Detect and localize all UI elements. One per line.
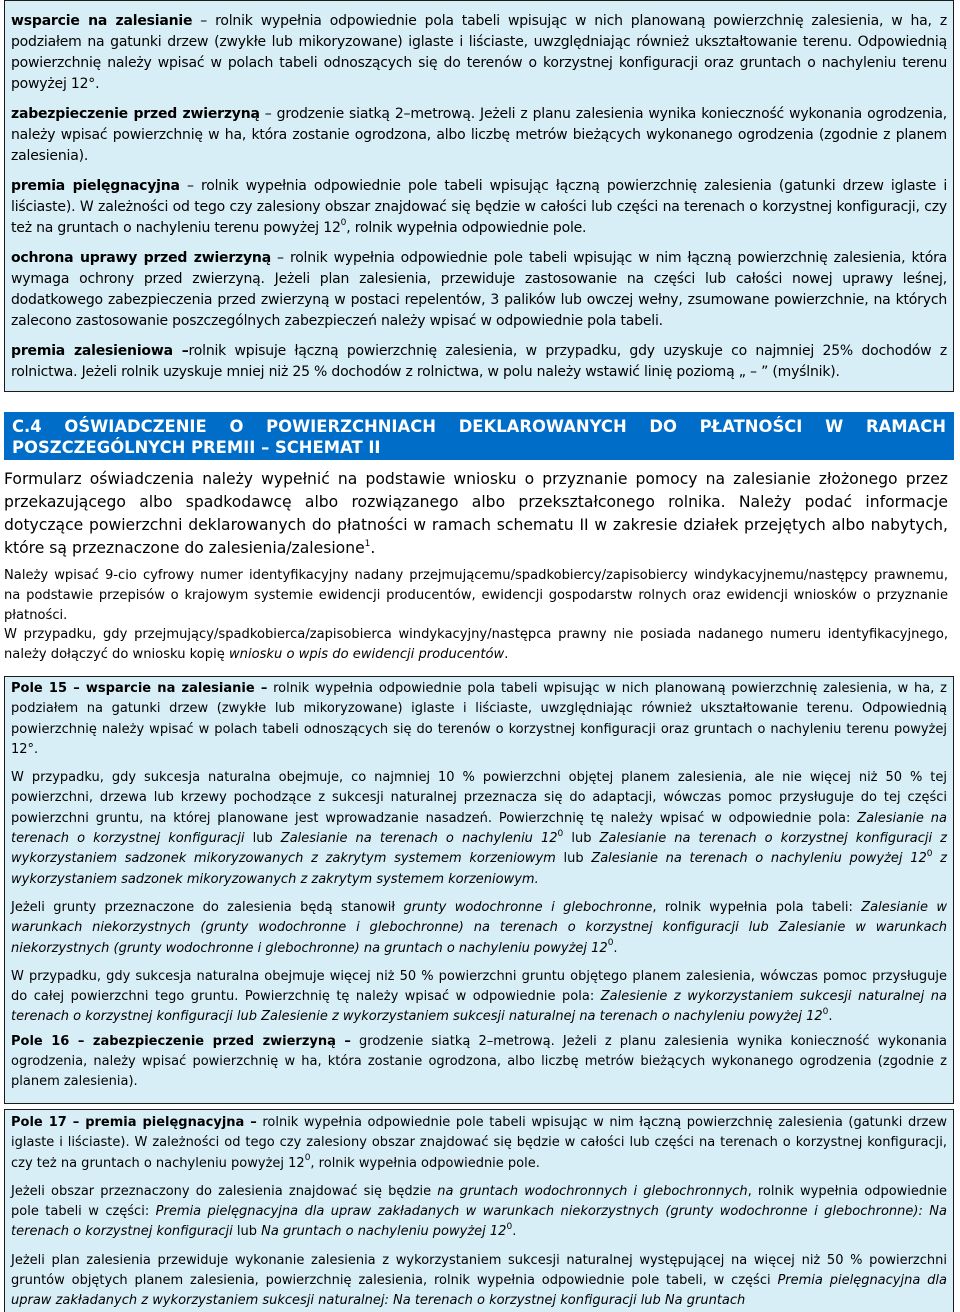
term-pole-16: Pole 16 – zabezpieczenie przed zwierzyną – bbox=[11, 1033, 351, 1049]
superscript: 0 bbox=[304, 1153, 311, 1164]
footnote-ref: 1 bbox=[364, 538, 371, 549]
paragraph-text: . bbox=[613, 940, 618, 956]
field-name: Zalesianie w warunkach niekorzystnych (grunty wodochronne i glebochronne) na terenach o korzystnej konfiguracji lub Zalesianie w warunkach niekorzystnych (grunty wodochronne i glebochronne) na gruntach o nachyleniu powyżej 12 bbox=[11, 899, 947, 956]
term-wsparcie: wsparcie na zalesianie bbox=[11, 13, 193, 29]
field-name: Zalesienie z wykorzystaniem sukcesji naturalnej na terenach o korzystnej konfiguracji lub Zalesienie z wykorzystaniem sukcesji naturalnej na terenach o nachyleniu powyżej 12 bbox=[11, 989, 947, 1025]
paragraph-text: , rolnik wypełnia odpowiednie pole tabeli w części: bbox=[11, 1183, 948, 1220]
paragraph-text: – rolnik wypełnia odpowiednie pole tabeli wpisując łączną powierzchnię zalesienia (gatunki drzew iglaste i liściaste). W zależności od tego czy zalesiony obszar znajdować się będzie w całości lub części na terenach o korzystnej konfiguracji, czy też na gruntach o nachyleniu terenu powyżej 12 bbox=[11, 178, 948, 236]
paragraph-zabezpieczenie bbox=[11, 104, 947, 167]
paragraph-grunty-wodochronne-17 bbox=[11, 1182, 947, 1243]
paragraph-ochrona-uprawy bbox=[11, 248, 947, 332]
field-name: Na gruntach o nachyleniu powyżej 12 bbox=[261, 1224, 507, 1240]
note-text: W przypadku, gdy przejmujący/spadkobierca/zapisobierca windykacyjny/następca prawny nie posiada nadanego numeru identyfikacyjnego, należy dołączyć do wniosku kopię bbox=[4, 627, 948, 662]
paragraph-text: – grodzenie siatką 2–metrową. Jeżeli z planu zalesienia wynika konieczność wykonania ogrodzenia, należy wpisać powierzchnię w ha, która zostanie ogrodzona, albo liczbę metrów bieżących wykonanego ogrodzenia (zgodnie z planem zalesienia). bbox=[11, 106, 947, 164]
paragraph-text: . bbox=[512, 1224, 517, 1240]
paragraph-text: lub bbox=[244, 831, 281, 847]
paragraph-text: Jeżeli obszar przeznaczony do zalesienia znajdować się będzie bbox=[11, 1183, 438, 1199]
field-name: Zalesianie na terenach o korzystnej konfiguracji bbox=[11, 810, 947, 847]
field-name: grunty wodochronne i glebochronne bbox=[403, 899, 653, 915]
superscript: 0 bbox=[926, 849, 933, 860]
superscript: 0 bbox=[340, 218, 347, 229]
paragraph-premia-pielegnacyjna bbox=[11, 176, 947, 239]
paragraph-premia-zalesieniowa bbox=[11, 341, 947, 383]
field-name: Zalesianie na terenach o nachyleniu 12 bbox=[280, 831, 558, 847]
instructions-box-pole-17 bbox=[4, 1109, 954, 1312]
paragraph-text: W przypadku, gdy sukcesja naturalna obejmuje więcej niż 50 % powierzchni gruntu objętego planem zalesienia, wówczas pomoc przysługuje do całej powierzchni tego gruntu. Powierzchnię tę należy wpisać w odpowiednie pola: bbox=[11, 968, 947, 1005]
field-name: Zalesianie na terenach o nachyleniu powyżej 12 bbox=[591, 851, 927, 867]
instructions-box-schema-1 bbox=[4, 0, 954, 392]
paragraph-text: grodzenie siatką 2–metrową. Jeżeli z planu zalesienia wynika konieczność wykonania ogrodzenia, należy wpisać powierzchnię w ha, która zostanie ogrodzona, albo liczbę metrów bieżących wykonanego ogrodzenia (zgodnie z planem zalesienia). bbox=[11, 1033, 947, 1090]
note-no-id bbox=[4, 625, 948, 665]
term-premia-pielegnacyjna: premia pielęgnacyjna bbox=[11, 178, 180, 194]
paragraph-text: – rolnik wypełnia odpowiednie pole tabeli wpisując w nim łączną powierzchnię zalesienia, która wymaga ochrony przed zwierzyną. Jeżeli plan zalesienia, przewiduje zastosowanie na części lub całości nowej uprawy leśnej, dodatkowego zabezpieczenia przed zwierzyną w postaci repelentów, 3 palików lub owczej wełny, zsumowane powierzchnie, na których zalecono zastosowanie poszczególnych zabezpieczeń należy wpisać w odpowiednie pola tabeli. bbox=[11, 250, 948, 329]
paragraph-text: lub bbox=[232, 1224, 262, 1240]
paragraph-text: lub bbox=[555, 851, 592, 867]
term-pole-15: Pole 15 – wsparcie na zalesianie – bbox=[11, 681, 268, 696]
paragraph-text: , rolnik wypełnia pola tabeli: bbox=[652, 899, 862, 915]
paragraph-text: . bbox=[828, 1009, 833, 1025]
note-id-number bbox=[4, 566, 948, 625]
intro-text-end: . bbox=[370, 539, 376, 557]
paragraph-wsparcie bbox=[11, 11, 947, 95]
paragraph-text: rolnik wypełnia odpowiednie pole tabeli wpisując w nim łączną powierzchnię zalesienia (gatunki drzew iglaste i liściaste). W zależności od tego czy zalesiony obszar znajdować się będzie w całości lub części na terenach o korzystnej konfiguracji, czy też na gruntach o nachyleniu powyżej 12 bbox=[11, 1115, 947, 1171]
paragraph-pole-16 bbox=[11, 1032, 947, 1093]
paragraph-sukcesja-10-50 bbox=[11, 768, 947, 890]
paragraph-pole-15 bbox=[11, 679, 947, 760]
paragraph-sukcesja-ponad-50 bbox=[11, 967, 947, 1028]
paragraph-text: rolnik wpisuje łączną powierzchnię zalesienia, w przypadku, gdy uzyskuje co najmniej 25% dochodów z rolnictwa. Jeżeli rolnik uzyskuje mniej niż 25 % dochodów z rolnictwa, w polu należy wstawić linię poziomą „ – ” (myślnik). bbox=[11, 343, 947, 380]
superscript: 0 bbox=[557, 828, 564, 839]
term-zabezpieczenie: zabezpieczenie przed zwierzyną bbox=[11, 106, 260, 122]
term-ochrona-uprawy: ochrona uprawy przed zwierzyną bbox=[11, 250, 271, 266]
section-heading-c4 bbox=[4, 412, 954, 460]
section-heading-line-2: POSZCZEGÓLNYCH PREMII – SCHEMAT II bbox=[12, 438, 381, 457]
instructions-box-pole-15-16 bbox=[4, 676, 954, 1104]
note-text: Należy wpisać 9-cio cyfrowy numer identyfikacyjny nadany przejmującemu/spadkobiercy/zapisobiercy windykacyjnemu/następcy prawnemu, na podstawie przepisów o krajowym systemie ewidencji producentów, ewidencji gospodarstw rolnych oraz ewidencji wniosków o przyznanie płatności. bbox=[4, 568, 948, 623]
note-italic: wniosku o wpis do ewidencji producentów bbox=[228, 646, 505, 662]
field-name: Premia pielęgnacyjna dla upraw zakładanych w warunkach niekorzystnych (grunty wodochronne i glebochronne): Na terenach o korzystnej konfiguracji bbox=[11, 1204, 947, 1240]
term-premia-zalesieniowa: premia zalesieniowa – bbox=[11, 343, 189, 359]
paragraph-pole-17 bbox=[11, 1113, 947, 1174]
paragraph-text: W przypadku, gdy sukcesja naturalna obejmuje, co najmniej 10 % powierzchni objętej planem zalesienia, ale nie więcej niż 50 % tej powierzchni, drzewa lub krzewy pochodzące z sukcesji naturalnej przeznacza się do adaptacji, wówczas pomoc przysługuje do tej części powierzchni gruntu, na której planowane jest wprowadzanie nasadzeń. Powierzchnię tę należy wpisać w odpowiednie pola: bbox=[11, 770, 947, 826]
paragraph-text: lub bbox=[563, 831, 600, 847]
paragraph-text: rolnik wypełnia odpowiednie pola tabeli wpisując w nich planowaną powierzchnię zalesienia, w ha, z podziałem na gatunki drzew (zwykłe lub mikoryzowane) iglaste i liściaste, uwzględniając również ukształtowanie terenu. Odpowiednią powierzchnię należy wpisać w polach tabeli odnoszących się do terenów o korzystnej konfiguracji oraz gruntach o nachyleniu terenu powyżej 12°. bbox=[11, 681, 947, 757]
field-name: na gruntach wodochronnych i glebochronnych bbox=[437, 1183, 748, 1199]
paragraph-sukcesja-17 bbox=[11, 1251, 947, 1312]
term-pole-17: Pole 17 – premia pielęgnacyjna – bbox=[11, 1115, 257, 1130]
paragraph-text: – rolnik wypełnia odpowiednie pola tabeli wpisując w nich planowaną powierzchnię zalesienia, w ha, z podziałem na gatunki drzew (zwykłe lub mikoryzowane) iglaste i liściaste, uwzględniając również ukształtowanie terenu. Odpowiednią powierzchnię należy wpisać w polach tabeli odnoszących się do terenów o korzystnej konfiguracji oraz gruntach o nachyleniu terenu powyżej 12°. bbox=[11, 13, 947, 92]
field-name: z wykorzystaniem sadzonek mikoryzowanych z zakrytym systemem korzeniowym. bbox=[11, 851, 947, 887]
paragraph-text: , rolnik wypełnia odpowiednie pole. bbox=[310, 1155, 540, 1171]
section-intro bbox=[4, 468, 948, 560]
note-text-end: . bbox=[504, 646, 509, 662]
section-heading-line-1: C.4 OŚWIADCZENIE O POWIERZCHNIACH DEKLAROWANYCH DO PŁATNOŚCI W RAMACH bbox=[12, 417, 946, 436]
paragraph-text: Jeżeli grunty przeznaczone do zalesienia będą stanowił bbox=[11, 899, 404, 915]
paragraph-text: Jeżeli plan zalesienia przewiduje wykonanie zalesienia z wykorzystaniem sukcesji naturalnej występującej na więcej niż 50 % powierzchni gruntów objętych planem zalesienia, powierzchnię zalesienia, rolnik wypełnia odpowiednie pole tabeli, w części bbox=[11, 1252, 947, 1289]
paragraph-grunty-wodochronne bbox=[11, 898, 947, 959]
superscript: 0 bbox=[506, 1222, 513, 1233]
paragraph-text: , rolnik wypełnia odpowiednie pole. bbox=[346, 220, 587, 236]
intro-text: Formularz oświadczenia należy wypełnić na podstawie wniosku o przyznanie pomocy na zalesianie złożonego przez przekazującego albo spadkodawcę albo rozwiązanego albo przekształconego rolnika. Należy podać informacje dotyczące powierzchni deklarowanych do płatności w ramach schematu II w zakresie działek przejętych albo nabytych, które są przeznaczone do zalesienia/zalesione bbox=[4, 470, 948, 557]
superscript: 0 bbox=[822, 1007, 829, 1018]
superscript: 0 bbox=[607, 938, 614, 949]
field-name: Premia pielęgnacyjna dla upraw zakładanych z wykorzystaniem sukcesji naturalnej: Na terenach o korzystnej konfiguracji lub Na gruntach bbox=[11, 1273, 947, 1309]
field-name: Zalesianie na terenach o korzystnej konfiguracji z wykorzystaniem sadzonek mikoryzowanych z zakrytym systemem korzeniowym bbox=[11, 831, 947, 867]
